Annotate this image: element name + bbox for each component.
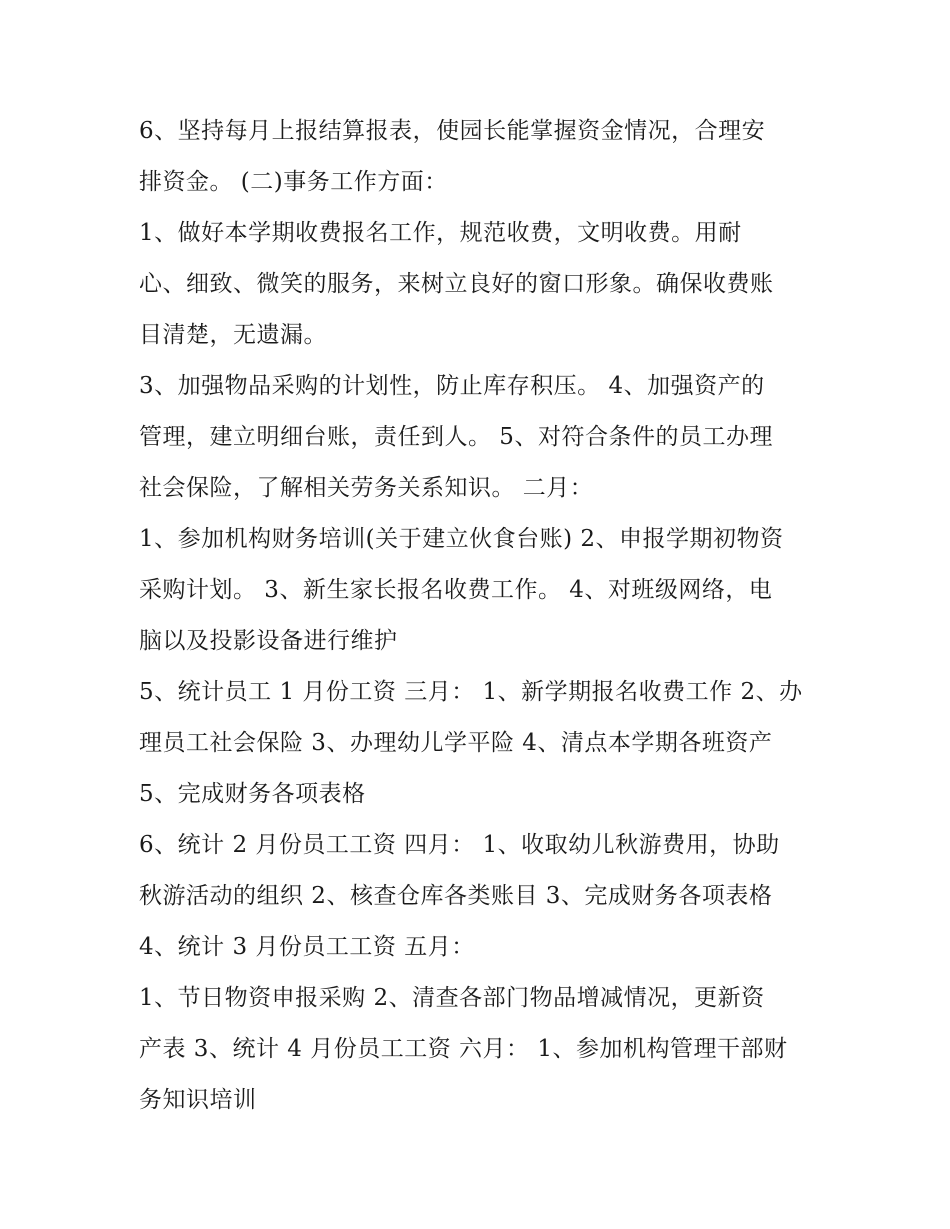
text-line: 秋游活动的组织 2、核查仓库各类账目 3、完成财务各项表格 [139,883,773,909]
text-line: 社会保险，了解相关劳务关系知识。 二月： [139,475,594,501]
text-line: 1、做好本学期收费报名工作，规范收费，文明收费。用耐 [139,220,742,246]
text-line: 目清楚，无遗漏。 [139,322,327,348]
text-line: 管理，建立明细台账，责任到人。 5、对符合条件的员工办理 [139,424,773,450]
text-line: 心、细致、微笑的服务，来树立良好的窗口形象。确保收费账 [139,271,774,297]
text-line: 排资金。 (二)事务工作方面： [139,169,448,195]
text-line: 1、参加机构财务培训(关于建立伙食台账) 2、申报学期初物资 [139,526,784,552]
text-line: 产表 3、统计 4 月份员工工资 六月： 1、参加机构管理干部财 [139,1036,788,1062]
document-body [139,106,839,1126]
text-line: 5、完成财务各项表格 [139,781,366,807]
text-line: 脑以及投影设备进行维护 [139,628,398,654]
text-line: 务知识培训 [139,1087,257,1113]
text-line: 采购计划。 3、新生家长报名收费工作。 4、对班级网络，电 [139,577,773,603]
text-line: 理员工社会保险 3、办理幼儿学平险 4、清点本学期各班资产 [139,730,773,756]
text-line: 4、统计 3 月份员工工资 五月： [139,934,475,960]
text-line: 1、节日物资申报采购 2、清查各部门物品增减情况，更新资 [139,985,765,1011]
text-line: 6、统计 2 月份员工工资 四月： 1、收取幼儿秋游费用，协助 [139,832,780,858]
text-line: 6、坚持每月上报结算报表，使园长能掌握资金情况，合理安 [139,118,766,144]
text-line: 5、统计员工 1 月份工资 三月： 1、新学期报名收费工作 2、办 [139,679,803,705]
text-line: 3、加强物品采购的计划性，防止库存积压。 4、加强资产的 [139,373,765,399]
